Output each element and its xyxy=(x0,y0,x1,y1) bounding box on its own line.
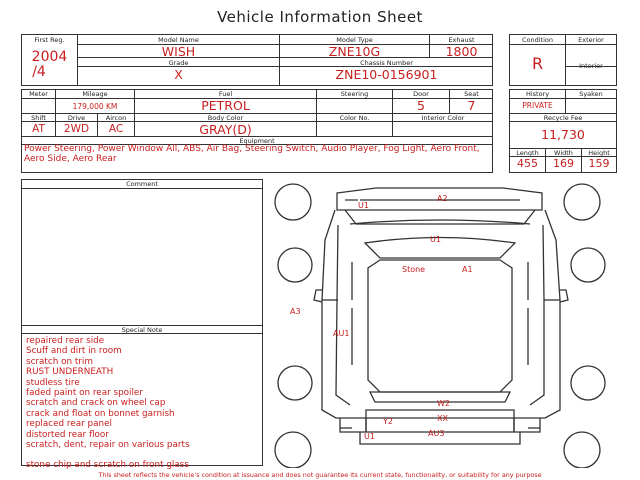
recycle-fee-value: 11,730 xyxy=(541,127,585,142)
comment-label: Comment xyxy=(126,180,158,188)
history-value: PRIVATE xyxy=(522,101,553,110)
mark-u1-windshield: U1 xyxy=(430,235,441,244)
chassis-number-value: ZNE10-0156901 xyxy=(335,67,438,82)
mark-au3: AU3 xyxy=(428,429,445,438)
exhaust-value: 1800 xyxy=(445,44,478,59)
mileage-value: 179,000 KM xyxy=(72,102,118,111)
chassis-number-label: Chassis Number xyxy=(360,59,413,67)
vehicle-id-block xyxy=(21,34,493,86)
history-block xyxy=(509,89,617,173)
history-label: History xyxy=(525,90,550,98)
drive-value: 2WD xyxy=(63,123,90,135)
length-value: 455 xyxy=(517,157,538,170)
note-item: studless tire xyxy=(26,377,80,388)
note-item: distorted rear floor xyxy=(26,429,109,440)
interior-label: Interior xyxy=(579,62,603,70)
special-note-label: Special Note xyxy=(121,326,163,334)
mark-u1-front: U1 xyxy=(358,201,369,210)
width-label: Width xyxy=(554,149,573,157)
note-item: scratch, dent, repair on various parts xyxy=(26,440,190,451)
car-damage-diagram xyxy=(266,178,640,468)
note-item: repaired rear side xyxy=(26,336,105,346)
note-item: faded paint on rear spoiler xyxy=(26,388,143,399)
comment-box xyxy=(21,179,263,471)
mark-u1-rear: U1 xyxy=(364,432,375,441)
fuel-label: Fuel xyxy=(218,90,233,98)
model-type-value: ZNE10G xyxy=(328,44,381,59)
first-reg-year: 2004 xyxy=(31,49,68,65)
note-item: RUST UNDERNEATH xyxy=(26,367,114,378)
meter-label: Meter xyxy=(29,90,48,98)
mark-a1: A1 xyxy=(462,265,473,274)
width-value: 169 xyxy=(553,157,574,170)
model-type-label: Model Type xyxy=(336,36,373,44)
body-color-value: GRAY(D) xyxy=(199,122,252,137)
model-name-label: Model Name xyxy=(158,36,199,44)
grade-value: X xyxy=(174,67,183,82)
door-value: 5 xyxy=(417,98,425,113)
mark-stone: Stone xyxy=(402,265,426,274)
condition-label: Condition xyxy=(521,36,554,44)
seat-value: 7 xyxy=(467,98,476,113)
model-name-value: WISH xyxy=(161,44,196,59)
sheet-title: Vehicle Information Sheet xyxy=(217,8,423,26)
condition-grade: R xyxy=(531,54,544,73)
disclaimer: This sheet reflects the vehicle's condition at issuance and does not guarantee its current state, functionality, or suitability for any purpose xyxy=(98,471,542,479)
color-no-label: Color No. xyxy=(339,114,370,122)
door-label: Door xyxy=(413,90,429,98)
drive-label: Drive xyxy=(67,114,86,122)
aircon-label: Aircon xyxy=(105,114,127,122)
specs-block xyxy=(21,89,493,173)
shift-value: AT xyxy=(32,123,45,135)
mark-au1: AU1 xyxy=(333,329,350,338)
recycle-fee-label: Recycle Fee xyxy=(543,114,583,122)
note-item: scratch on trim xyxy=(26,356,93,367)
mark-w2: W2 xyxy=(437,399,450,408)
exhaust-label: Exhaust xyxy=(448,36,475,44)
grade-label: Grade xyxy=(168,59,189,67)
mark-xx: XX xyxy=(437,414,448,423)
mileage-label: Mileage xyxy=(82,90,108,98)
length-label: Length xyxy=(516,149,539,157)
note-item: Scuff and dirt in room xyxy=(26,346,122,357)
height-value: 159 xyxy=(588,157,610,170)
mark-y2: Y2 xyxy=(383,417,393,426)
exterior-label: Exterior xyxy=(578,36,604,44)
mark-a3: A3 xyxy=(290,307,301,316)
seat-label: Seat xyxy=(464,90,479,98)
note-item: replaced rear panel xyxy=(26,419,112,430)
first-reg-label: First Reg. xyxy=(34,36,65,44)
equipment-label: Equipment xyxy=(239,137,275,145)
syaken-label: Syaken xyxy=(579,90,603,98)
note-item xyxy=(26,450,260,460)
note-item: stone chip and scratch on front glass xyxy=(26,460,189,471)
mark-a2: A2 xyxy=(437,194,448,203)
fuel-value: PETROL xyxy=(201,98,250,113)
note-item: scratch and crack on wheel cap xyxy=(26,398,166,409)
equipment-list: Power Steering, Power Window All, ABS, Air Bag, Steering Switch, Audio Player, Fog Light, Aero Front, Aero Side, Aero Rear xyxy=(24,144,480,164)
steering-label: Steering xyxy=(340,90,369,98)
special-notes-list xyxy=(26,336,260,471)
condition-block xyxy=(509,34,617,86)
body-color-label: Body Color xyxy=(207,114,244,122)
height-label: Height xyxy=(588,149,610,157)
shift-label: Shift xyxy=(31,114,46,122)
aircon-value: AC xyxy=(108,123,124,135)
first-reg-month: /4 xyxy=(32,64,46,80)
note-item: crack and float on bonnet garnish xyxy=(26,408,175,419)
interior-color-label: Interior Color xyxy=(421,114,465,122)
